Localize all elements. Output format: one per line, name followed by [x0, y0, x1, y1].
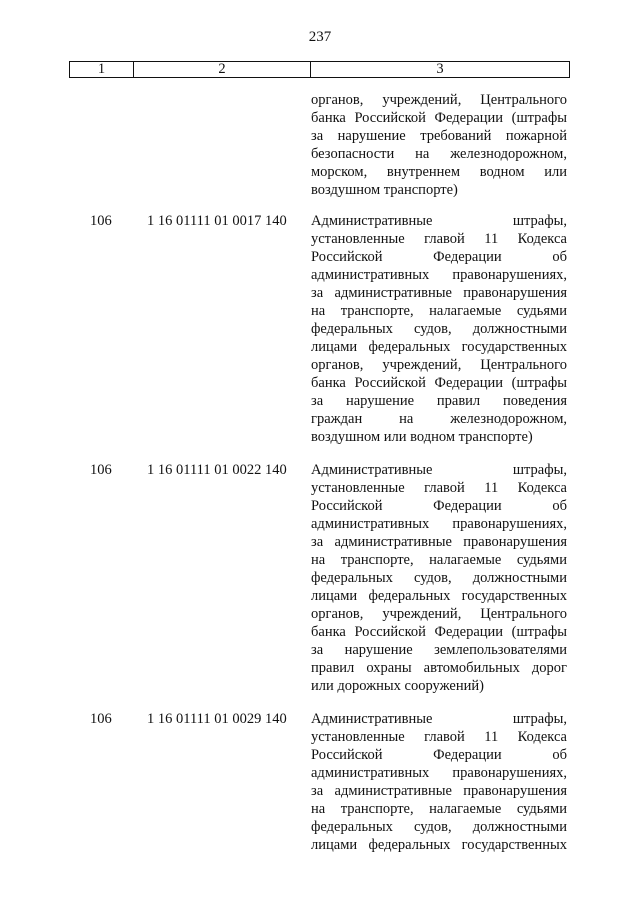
- description-line: за административные правонарушения: [311, 285, 567, 301]
- admin-code: 106: [90, 711, 112, 727]
- description-line: органов, учреждений, Центрального: [311, 606, 567, 622]
- description-line: органов, учреждений, Центрального: [311, 357, 567, 373]
- admin-code: 106: [90, 462, 112, 478]
- description-line: федеральных судов, должностными: [311, 570, 567, 586]
- description-line: за нарушение требований пожарной: [311, 128, 567, 144]
- description-line: или дорожных сооружений): [311, 678, 484, 694]
- description-line: за административные правонарушения: [311, 534, 567, 550]
- description-line: установленные главой 11 Кодекса: [311, 231, 567, 247]
- description-line: Административные штрафы,: [311, 711, 567, 727]
- entry-description: [311, 212, 567, 446]
- description-line: банка Российской Федерации (штрафы: [311, 375, 567, 391]
- budget-classification-code: 1 16 01111 01 0029 140: [147, 711, 287, 727]
- description-line: органов, учреждений, Центрального: [311, 92, 567, 108]
- description-line: административных правонарушениях,: [311, 516, 567, 532]
- description-line: Российской Федерации об: [311, 747, 567, 763]
- description-line: лицами федеральных государственных: [311, 339, 567, 355]
- description-line: Российской Федерации об: [311, 498, 567, 514]
- continuation-description: [311, 91, 567, 199]
- page-number: 237: [308, 29, 332, 45]
- description-line: за административные правонарушения: [311, 783, 567, 799]
- budget-classification-code: 1 16 01111 01 0022 140: [147, 462, 287, 478]
- description-line: лицами федеральных государственных: [311, 837, 567, 853]
- column-header-1: 1: [70, 62, 134, 78]
- description-line: административных правонарушениях,: [311, 267, 567, 283]
- description-line: правил охраны автомобильных дорог: [311, 660, 567, 676]
- description-line: на транспорте, налагаемые судьями: [311, 303, 567, 319]
- description-line: установленные главой 11 Кодекса: [311, 480, 567, 496]
- description-line: лицами федеральных государственных: [311, 588, 567, 604]
- description-line: административных правонарушениях,: [311, 765, 567, 781]
- description-line: на транспорте, налагаемые судьями: [311, 552, 567, 568]
- column-header-table: [69, 61, 570, 78]
- description-line: за нарушение землепользователями: [311, 642, 567, 658]
- description-line: на транспорте, налагаемые судьями: [311, 801, 567, 817]
- column-header-3: 3: [311, 62, 570, 78]
- entry-description: [311, 710, 567, 854]
- description-line: федеральных судов, должностными: [311, 819, 567, 835]
- description-line: морском, внутреннем водном или: [311, 164, 567, 180]
- description-line: банка Российской Федерации (штрафы: [311, 110, 567, 126]
- column-header-2: 2: [134, 62, 311, 78]
- description-line: безопасности на железнодорожном,: [311, 146, 567, 162]
- description-line: банка Российской Федерации (штрафы: [311, 624, 567, 640]
- description-line: воздушном или водном транспорте): [311, 429, 533, 445]
- description-line: воздушном транспорте): [311, 182, 458, 198]
- description-line: установленные главой 11 Кодекса: [311, 729, 567, 745]
- description-line: Административные штрафы,: [311, 213, 567, 229]
- description-line: Административные штрафы,: [311, 462, 567, 478]
- description-line: Российской Федерации об: [311, 249, 567, 265]
- entry-description: [311, 461, 567, 695]
- budget-classification-code: 1 16 01111 01 0017 140: [147, 213, 287, 229]
- description-line: за нарушение правил поведения: [311, 393, 567, 409]
- admin-code: 106: [90, 213, 112, 229]
- description-line: граждан на железнодорожном,: [311, 411, 567, 427]
- description-line: федеральных судов, должностными: [311, 321, 567, 337]
